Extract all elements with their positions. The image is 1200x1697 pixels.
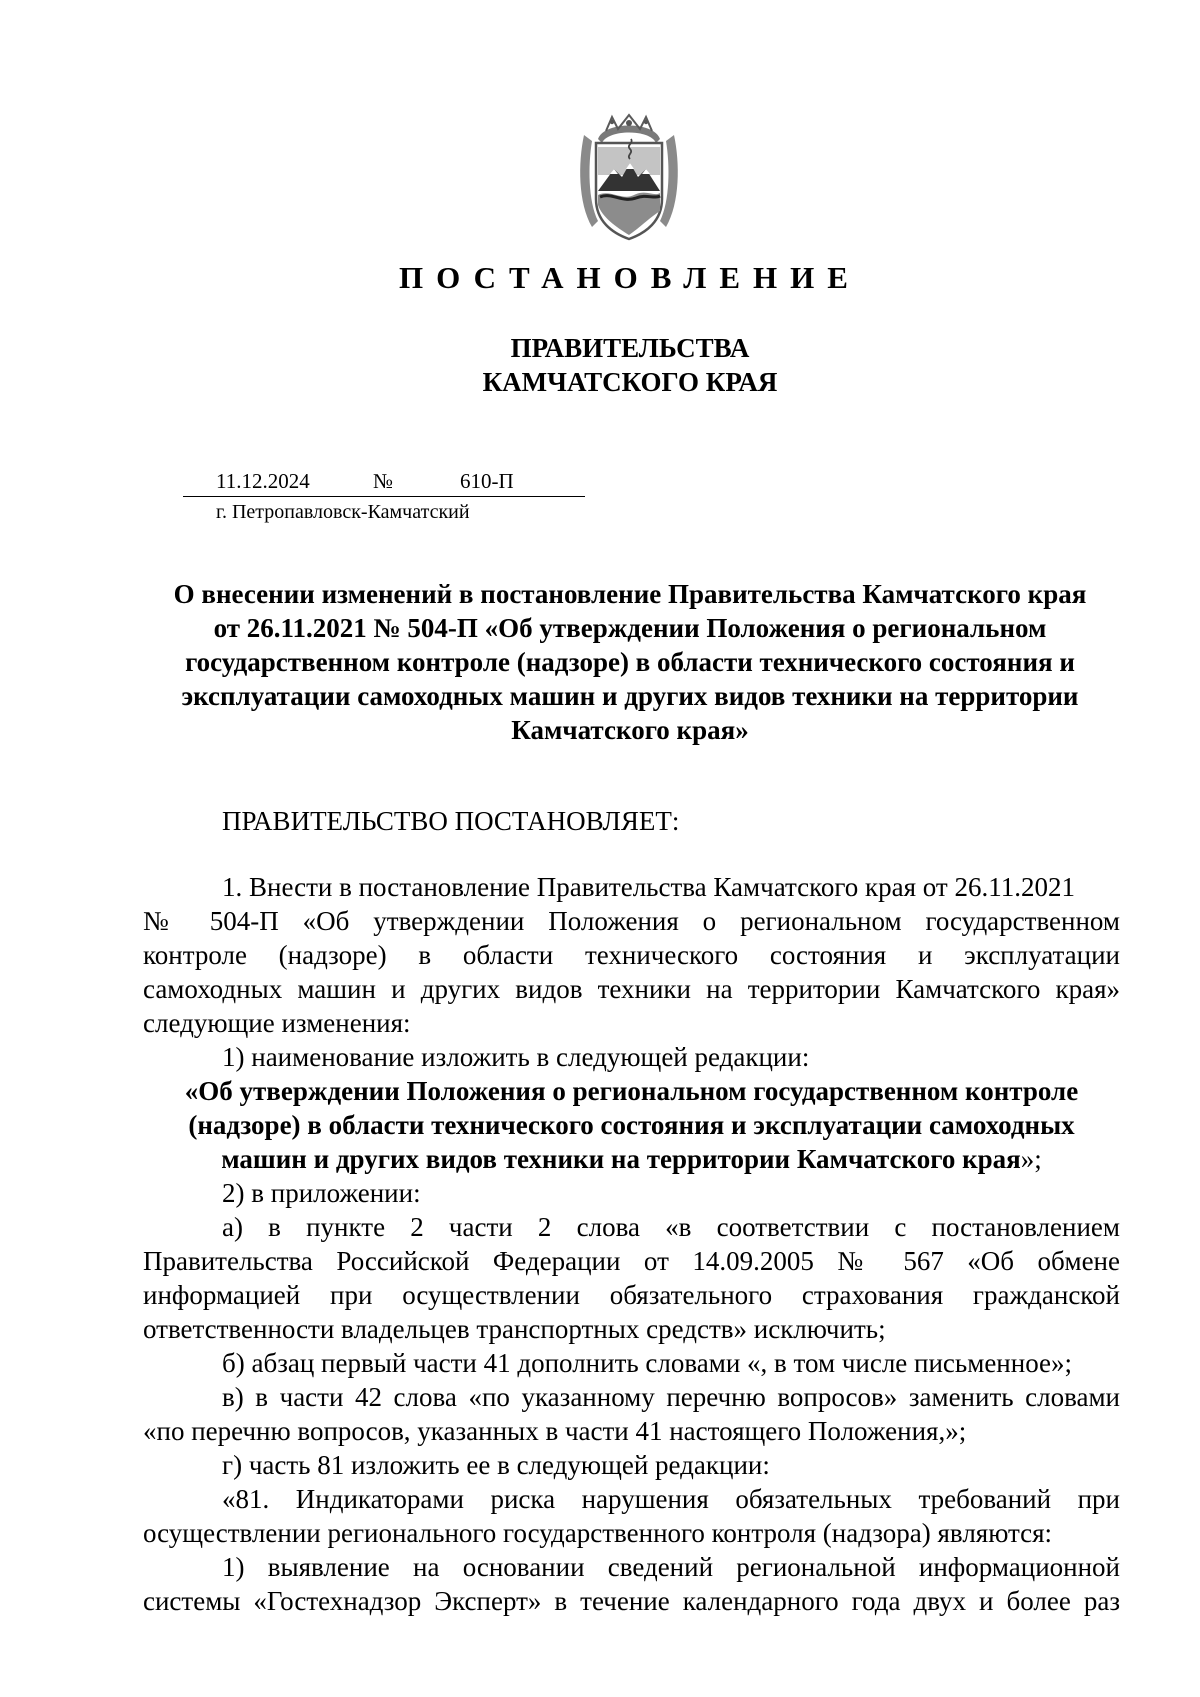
quoted-title-text: машин и других видов техники на территории Камчатского края	[221, 1144, 1021, 1174]
body-line: в) в части 42 слова «по указанному перечню вопросов» заменить словами	[222, 1382, 1120, 1412]
document-number: 610-П	[460, 469, 514, 493]
body-line: «по перечню вопросов, указанных в части 41 настоящего Положения,»;	[143, 1416, 967, 1446]
date-number-line	[183, 467, 585, 497]
body-line: системы «Гостехнадзор Эксперт» в течение календарного года двух и более раз	[143, 1586, 1120, 1616]
body-line: № 504-П «Об утверждении Положения о региональном государственном	[143, 906, 1120, 936]
body-line: а) в пункте 2 части 2 слова «в соответствии с постановлением	[222, 1212, 1120, 1242]
title-line: О внесении изменений в постановление Правительства Камчатского края	[173, 579, 1087, 609]
quoted-title-line: «Об утверждении Положения о региональном государственном контроле	[184, 1076, 1079, 1106]
number-sign: №	[373, 469, 394, 493]
issuing-authority-line-2: КАМЧАТСКОГО КРАЯ	[482, 367, 778, 397]
body-line: 1) наименование изложить в следующей редакции:	[222, 1042, 810, 1072]
quoted-title-line	[143, 1142, 1120, 1176]
body-line: осуществлении регионального государственного контроля (надзора) являются:	[143, 1518, 1053, 1548]
body-line: ответственности владельцев транспортных средств» исключить;	[143, 1314, 886, 1344]
document-date: 11.12.2024	[216, 469, 310, 493]
title-line: государственном контроле (надзоре) в области технического состояния и	[185, 647, 1075, 677]
body-line: информацией при осуществлении обязательного страхования гражданской	[143, 1280, 1120, 1310]
document-body	[143, 870, 1120, 1618]
body-line: следующие изменения:	[143, 1008, 411, 1038]
quoted-title-line: (надзоре) в области технического состояния и эксплуатации самоходных	[188, 1110, 1075, 1140]
body-line: самоходных машин и других видов техники на территории Камчатского края»	[143, 974, 1120, 1004]
title-line: от 26.11.2021 № 504-П «Об утверждении Положения о региональном	[213, 613, 1047, 643]
title-line: эксплуатации самоходных машин и других видов техники на территории	[181, 681, 1079, 711]
body-line: б) абзац первый части 41 дополнить словами «, в том числе письменное»;	[222, 1348, 1073, 1378]
resolution-formula: ПРАВИТЕЛЬСТВО ПОСТАНОВЛЯЕТ:	[222, 806, 680, 836]
body-line: Правительства Российской Федерации от 14.09.2005 № 567 «Об обмене	[143, 1246, 1120, 1276]
body-line: 1. Внести в постановление Правительства Камчатского края от 26.11.2021	[222, 872, 1075, 902]
document-title	[140, 577, 1120, 747]
document-type-heading: ПОСТАНОВЛЕНИЕ	[399, 260, 861, 295]
issuing-authority-line-1: ПРАВИТЕЛЬСТВА	[510, 333, 750, 363]
quoted-title-end: »;	[1020, 1144, 1042, 1174]
body-line: 2) в приложении:	[222, 1178, 421, 1208]
body-line: 1) выявление на основании сведений региональной информационной	[222, 1552, 1120, 1582]
body-line: контроле (надзоре) в области технического состояния и эксплуатации	[143, 940, 1120, 970]
title-line: Камчатского края»	[511, 715, 749, 745]
document-city: г. Петропавловск-Камчатский	[216, 501, 470, 523]
body-line: г) часть 81 изложить ее в следующей редакции:	[222, 1450, 770, 1480]
body-line: «81. Индикаторами риска нарушения обязательных требований при	[222, 1484, 1120, 1514]
kamchatka-coat-of-arms-icon	[576, 113, 682, 243]
